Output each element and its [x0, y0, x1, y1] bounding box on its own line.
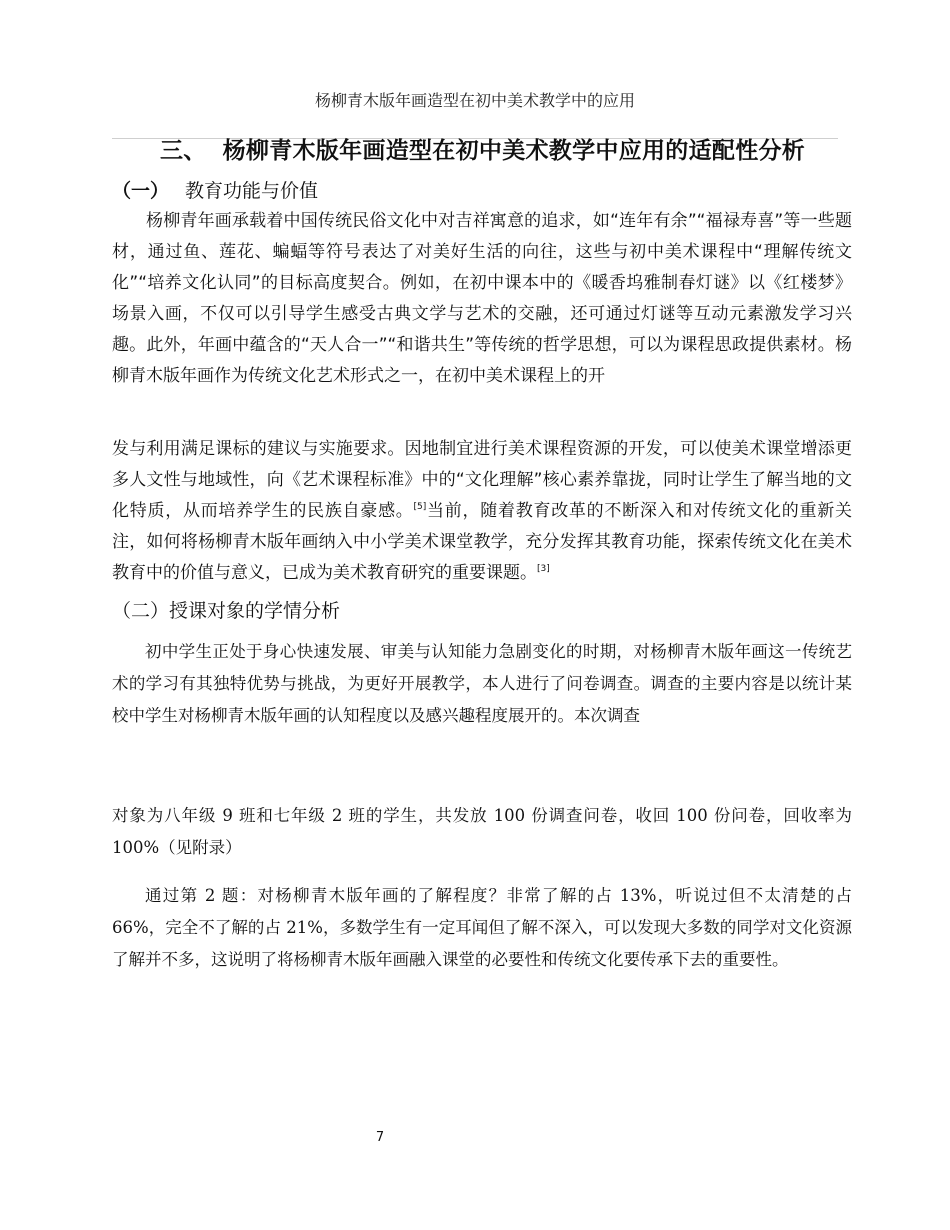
section-1-mark: （一）	[112, 180, 170, 202]
paragraph-learner-analysis-3: 通过第 2 题：对杨柳青木版年画的了解程度？非常了解的占 13%，听说过但不太清楚的占 66%，完全不了解的占 21%，多数学生有一定耳闻但了解不深入，可以发现大多数的同学对文化资源了解并不多，这说明了将杨柳青木版年画融入课堂的必要性和传统文化要传承下去的重要性。	[112, 886, 852, 969]
chapter-title: 杨柳青木版年画造型在初中美术教学中应用的适配性分析	[222, 138, 806, 164]
section-heading-1	[112, 176, 318, 203]
running-header: 杨柳青木版年画造型在初中美术教学中的应用	[314, 91, 635, 110]
paragraph-education-value-1: 杨柳青年画承载着中国传统民俗文化中对吉祥寓意的追求，如“连年有余”“福禄寿喜”等一些题材，通过鱼、莲花、蝙蝠等符号表达了对美好生活的向往，这些与初中美术课程中“理解传统文化”“培养文化认同”的目标高度契合。例如，在初中课本中的《暖香坞雅制春灯谜》以《红楼梦》场景入画，不仅可以引导学生感受古典文学与艺术的交融，还可通过灯谜等互动元素激发学习兴趣。此外，年画中蕴含的“天人合一”“和谐共生”等传统的哲学思想，可以为课程思政提供素材。杨柳青木版年画作为传统文化艺术形式之一，在初中美术课程上的开	[112, 211, 852, 386]
paragraph-text: 当前，随着教育改革的不断深入和对传统文化的重新关注，如何将杨柳青木版年画纳入中小学美术课堂教学，充分发挥其教育功能，探索传统文化在美术教育中的价值与意义，已成为美术教育研究的重要课题。	[112, 501, 853, 583]
section-heading-2: （二）授课对象的学情分析	[112, 600, 341, 622]
section-1-title: 教育功能与价值	[185, 180, 319, 202]
paragraph-learner-analysis-2: 对象为八年级 9 班和七年级 2 班的学生，共发放 100 份调查问卷，收回 100 份问卷，回收率为 100%（见附录）	[112, 806, 852, 857]
citation-3: [3]	[537, 564, 550, 574]
paragraph-text: 发与利用满足课标的建议与实施要求。因地制宜进行美术课程资源的开发，可以使美术课堂增添更多人文性与地域性，向《艺术课程标准》中的“文化理解”核心素养靠拢，同时让学生了解当地的文化特质，从而培养学生的民族自豪感。	[112, 439, 852, 521]
paragraph-education-value-2	[112, 434, 852, 589]
chapter-number: 三、	[160, 138, 207, 164]
paragraph-learner-analysis-1: 初中学生正处于身心快速发展、审美与认知能力急剧变化的时期，对杨柳青木版年画这一传统艺术的学习有其独特优势与挑战，为更好开展教学，本人进行了问卷调查。调查的主要内容是以统计某校中学生对杨柳青木版年画的认知程度以及感兴趣程度展开的。本次调查	[112, 642, 852, 725]
page-number: 7	[375, 1130, 385, 1145]
citation-5: [5]	[413, 502, 427, 512]
chapter-heading	[160, 132, 805, 165]
